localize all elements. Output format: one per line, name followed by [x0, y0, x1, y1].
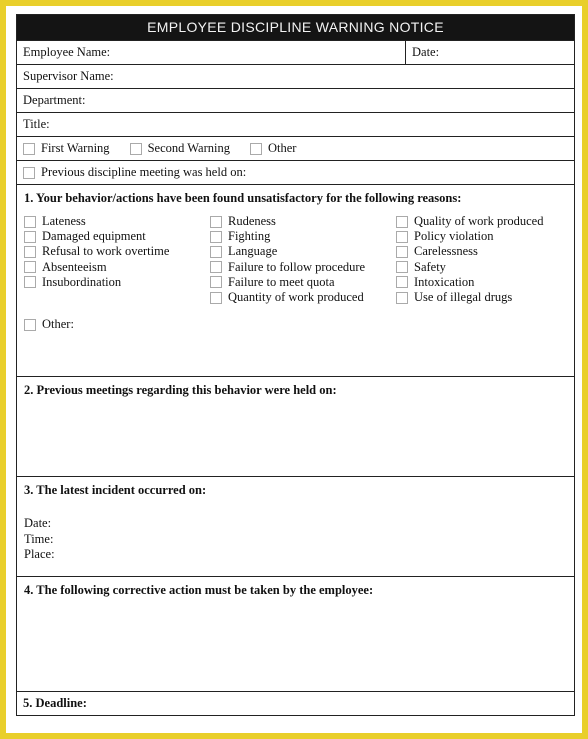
checkbox[interactable]	[396, 292, 408, 304]
checkbox[interactable]	[24, 261, 36, 273]
checkbox[interactable]	[210, 292, 222, 304]
reason-illegal-drugs[interactable]	[396, 290, 567, 305]
date-field[interactable]	[406, 41, 574, 64]
reasons-column-1	[24, 214, 210, 305]
incident-time-label: Time:	[24, 531, 54, 546]
checkbox[interactable]	[24, 231, 36, 243]
title-field[interactable]	[17, 112, 574, 136]
other-reason-label: Other:	[42, 317, 74, 332]
reason-label: Use of illegal drugs	[414, 290, 513, 305]
checkbox[interactable]	[24, 246, 36, 258]
previous-meeting-checkbox[interactable]	[23, 167, 35, 179]
reason-label: Insubordination	[42, 274, 122, 289]
reason-insubordination[interactable]	[24, 275, 210, 290]
reason-absenteeism[interactable]	[24, 260, 210, 275]
reason-carelessness[interactable]	[396, 244, 567, 259]
reason-label: Fighting	[228, 229, 271, 244]
other-warning-option[interactable]	[250, 141, 296, 156]
reason-safety[interactable]	[396, 260, 567, 275]
checkbox[interactable]	[396, 261, 408, 273]
reason-label: Quality of work produced	[414, 214, 544, 229]
reason-label: Safety	[414, 259, 446, 274]
reason-label: Quantity of work produced	[228, 290, 364, 305]
reason-label: Rudeness	[228, 214, 276, 229]
reason-label: Carelessness	[414, 244, 478, 259]
section2-heading: 2. Previous meetings regarding this behavior were held on:	[24, 383, 337, 397]
reasons-grid	[24, 214, 567, 305]
incident-date-label: Date:	[24, 516, 52, 530]
employee-date-row	[17, 40, 574, 64]
other-reason-checkbox[interactable]	[24, 319, 36, 331]
discipline-form	[16, 14, 575, 716]
reason-refusal-overtime[interactable]	[24, 244, 210, 259]
reason-label: Absenteeism	[42, 259, 107, 274]
section4-heading: 4. The following corrective action must be taken by the employee:	[24, 583, 374, 597]
reason-damaged-equipment[interactable]	[24, 229, 210, 244]
reason-label: Failure to follow procedure	[228, 259, 366, 274]
section-deadline[interactable]	[17, 691, 574, 715]
reason-policy-violation[interactable]	[396, 229, 567, 244]
second-warning-label: Second Warning	[147, 141, 230, 155]
checkbox[interactable]	[210, 276, 222, 288]
other-warning-label: Other	[268, 141, 297, 155]
reason-label: Policy violation	[414, 229, 494, 244]
reason-label: Language	[228, 244, 278, 259]
reason-failure-quota[interactable]	[210, 275, 396, 290]
checkbox[interactable]	[396, 216, 408, 228]
first-warning-checkbox[interactable]	[23, 143, 35, 155]
reason-label: Failure to meet quota	[228, 274, 335, 289]
reasons-column-2	[210, 214, 396, 305]
section-latest-incident[interactable]	[17, 476, 574, 576]
checkbox[interactable]	[210, 261, 222, 273]
reason-fighting[interactable]	[210, 229, 396, 244]
warning-type-row	[17, 136, 574, 160]
page	[6, 6, 582, 733]
department-label: Department:	[23, 93, 86, 107]
section-previous-meetings[interactable]	[17, 376, 574, 476]
form-title: EMPLOYEE DISCIPLINE WARNING NOTICE	[17, 15, 574, 40]
section-reasons	[17, 184, 574, 376]
reason-quantity-work[interactable]	[210, 290, 396, 305]
reason-failure-procedure[interactable]	[210, 260, 396, 275]
incident-details	[24, 516, 567, 563]
section1-heading: 1. Your behavior/actions have been found unsatisfactory for the following reasons:	[24, 191, 462, 205]
employee-name-field[interactable]	[17, 41, 406, 64]
supervisor-name-label: Supervisor Name:	[23, 69, 114, 83]
first-warning-label: First Warning	[41, 141, 110, 155]
checkbox[interactable]	[396, 246, 408, 258]
previous-meeting-row	[17, 160, 574, 184]
title-label: Title:	[23, 117, 50, 131]
checkbox[interactable]	[396, 276, 408, 288]
date-label: Date:	[412, 45, 440, 59]
reason-label: Lateness	[42, 214, 86, 229]
first-warning-option[interactable]	[23, 141, 110, 156]
checkbox[interactable]	[396, 231, 408, 243]
supervisor-name-field[interactable]	[17, 64, 574, 88]
reasons-column-3	[396, 214, 567, 305]
incident-place-label: Place:	[24, 547, 55, 561]
other-warning-checkbox[interactable]	[250, 143, 262, 155]
checkbox[interactable]	[24, 276, 36, 288]
second-warning-option[interactable]	[130, 141, 230, 156]
reason-label: Damaged equipment	[42, 229, 146, 244]
section-corrective-action[interactable]	[17, 576, 574, 691]
checkbox[interactable]	[210, 231, 222, 243]
section5-heading: 5. Deadline:	[23, 696, 87, 710]
checkbox[interactable]	[210, 246, 222, 258]
previous-meeting-label: Previous discipline meeting was held on:	[41, 165, 247, 179]
reason-quality-work[interactable]	[396, 214, 567, 229]
reason-lateness[interactable]	[24, 214, 210, 229]
reason-other[interactable]	[24, 317, 567, 332]
checkbox[interactable]	[24, 216, 36, 228]
reason-label: Refusal to work overtime	[42, 244, 170, 259]
second-warning-checkbox[interactable]	[130, 143, 142, 155]
reason-intoxication[interactable]	[396, 275, 567, 290]
section3-heading: 3. The latest incident occurred on:	[24, 483, 207, 497]
employee-name-label: Employee Name:	[23, 45, 111, 59]
reason-language[interactable]	[210, 244, 396, 259]
reason-rudeness[interactable]	[210, 214, 396, 229]
department-field[interactable]	[17, 88, 574, 112]
reason-label: Intoxication	[414, 274, 475, 289]
checkbox[interactable]	[210, 216, 222, 228]
